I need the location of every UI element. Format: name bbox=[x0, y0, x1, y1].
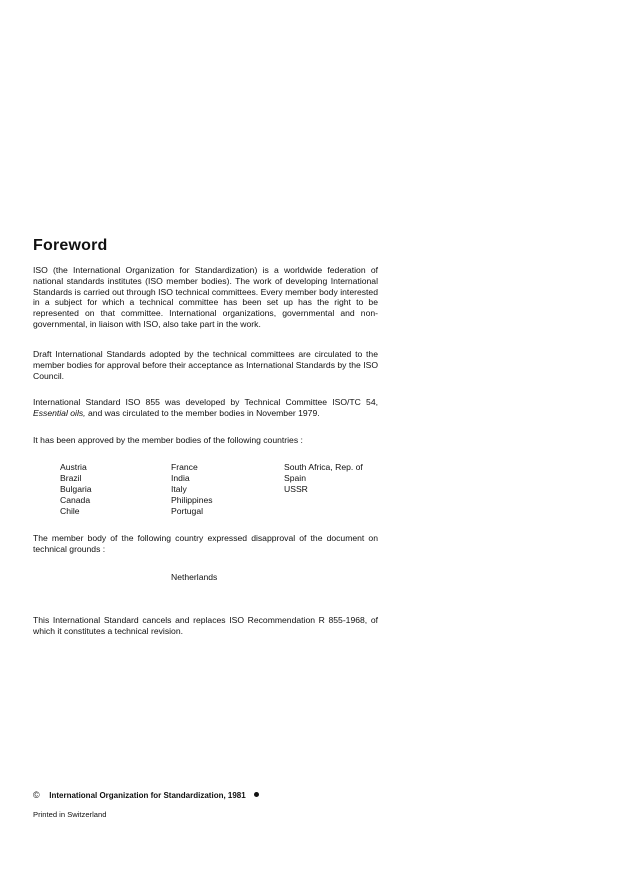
country-item: USSR bbox=[284, 483, 308, 494]
copyright-text: International Organization for Standardization, 1981 bbox=[49, 791, 246, 800]
copyright-icon: © bbox=[33, 790, 40, 800]
country-item: India bbox=[171, 472, 190, 483]
development-text: International Standard ISO 855 was developed by Technical Committee ISO/TC 54, bbox=[33, 397, 378, 407]
country-item: France bbox=[171, 462, 198, 472]
countries-column-1 bbox=[60, 462, 92, 517]
paragraph-revision: This International Standard cancels and replaces ISO Recommendation R 855-1968, of which it constitutes a technical revision. bbox=[33, 615, 378, 636]
paragraph-approval: It has been approved by the member bodies of the following countries : bbox=[33, 435, 303, 445]
copyright-line bbox=[33, 790, 259, 800]
countries-column-3 bbox=[284, 462, 363, 495]
page-title: Foreword bbox=[33, 237, 108, 254]
country-item: Italy bbox=[171, 483, 187, 494]
bullet-dot-icon bbox=[254, 792, 259, 797]
country-item: Portugal bbox=[171, 505, 204, 516]
paragraph-iso-intro: ISO (the International Organization for Standardization) is a worldwide federation of national standards institutes (ISO member bodies). The work of developing International Standards is carried out through ISO technical committees. Every member body interested in a subject for which a technical committee has been set up has the right to be represented on that committee. International organizations, governmental and non-governmental, in liaison with ISO, also take part in the work. bbox=[33, 265, 378, 329]
countries-column-2 bbox=[171, 462, 213, 517]
country-item: Bulgaria bbox=[60, 483, 92, 494]
country-item: Canada bbox=[60, 494, 91, 505]
paragraph-development bbox=[33, 397, 378, 419]
paragraph-disapproval: The member body of the following country expressed disapproval of the document on technical grounds : bbox=[33, 533, 378, 554]
printed-in-note: Printed in Switzerland bbox=[33, 810, 107, 819]
country-item: Philippines bbox=[171, 494, 213, 505]
country-item: Spain bbox=[284, 472, 306, 483]
country-item: Brazil bbox=[60, 472, 82, 483]
paragraph-draft-standards: Draft International Standards adopted by the technical committees are circulated to the member bodies for approval before their acceptance as International Standards by the ISO Council. bbox=[33, 349, 378, 381]
country-item: Austria bbox=[60, 462, 87, 472]
disapproving-country: Netherlands bbox=[171, 572, 218, 582]
country-item: South Africa, Rep. of bbox=[284, 462, 363, 472]
circulation-text: and was circulated to the member bodies in November 1979. bbox=[87, 407, 320, 418]
country-item: Chile bbox=[60, 505, 80, 516]
committee-subject: Essential oils, bbox=[33, 407, 86, 418]
